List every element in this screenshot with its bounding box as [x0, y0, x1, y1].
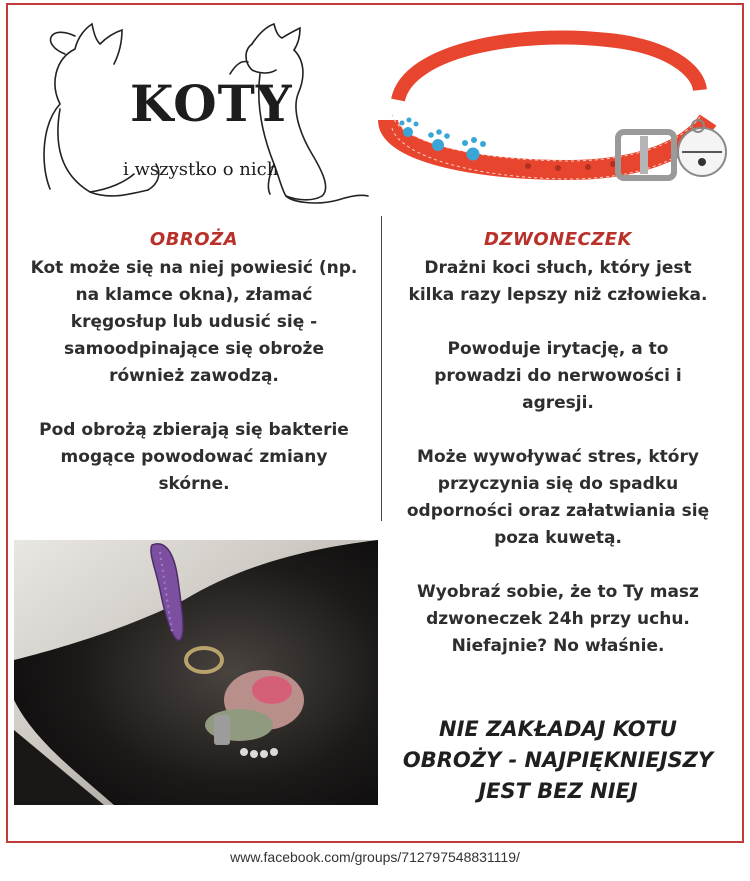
injured-cat-photo: [14, 540, 378, 805]
column-divider: [381, 216, 382, 521]
collar-section: [16, 226, 372, 525]
collar-paragraph: Pod obrożą zbierają się bakterie mogące powodować zmiany skórne.: [39, 420, 349, 494]
bell-paragraph: Powoduje irytację, a to prowadzi do nerwowości i agresji.: [434, 339, 682, 413]
koty-logo: [30, 14, 370, 214]
bell-section: [388, 226, 728, 687]
slogan: NIE ZAKŁADAJ KOTU OBROŻY - NAJPIĘKNIEJSZY JEST BEZ NIEJ: [402, 717, 714, 803]
bell-paragraph: Może wywoływać stres, który przyczynia się do spadku odporności oraz załatwiania się poza kuwetą.: [406, 447, 710, 548]
logo-subtitle: i wszystko o nich: [123, 159, 279, 180]
bell-heading: DZWONECZEK: [483, 229, 632, 250]
collar-heading: OBROŻA: [149, 229, 239, 250]
bell-paragraph: Drażni koci słuch, który jest kilka razy lepszy niż człowieka.: [408, 258, 708, 305]
collar-with-bell-icon: [378, 20, 733, 200]
logo-title: KOTY: [130, 74, 293, 133]
collar-paragraph: Kot może się na niej powiesić (np. na klamce okna), złamać kręgosłup lub udusić się - samoodpinające się obroże również zawodzą.: [30, 258, 358, 386]
facebook-group-url[interactable]: www.facebook.com/groups/712797548831119/: [230, 849, 520, 865]
collar-illustration: [378, 20, 733, 200]
bell-paragraph: Wyobraź sobie, że to Ty masz dzwoneczek 24h przy uchu. Niefajnie? No właśnie.: [417, 582, 699, 656]
